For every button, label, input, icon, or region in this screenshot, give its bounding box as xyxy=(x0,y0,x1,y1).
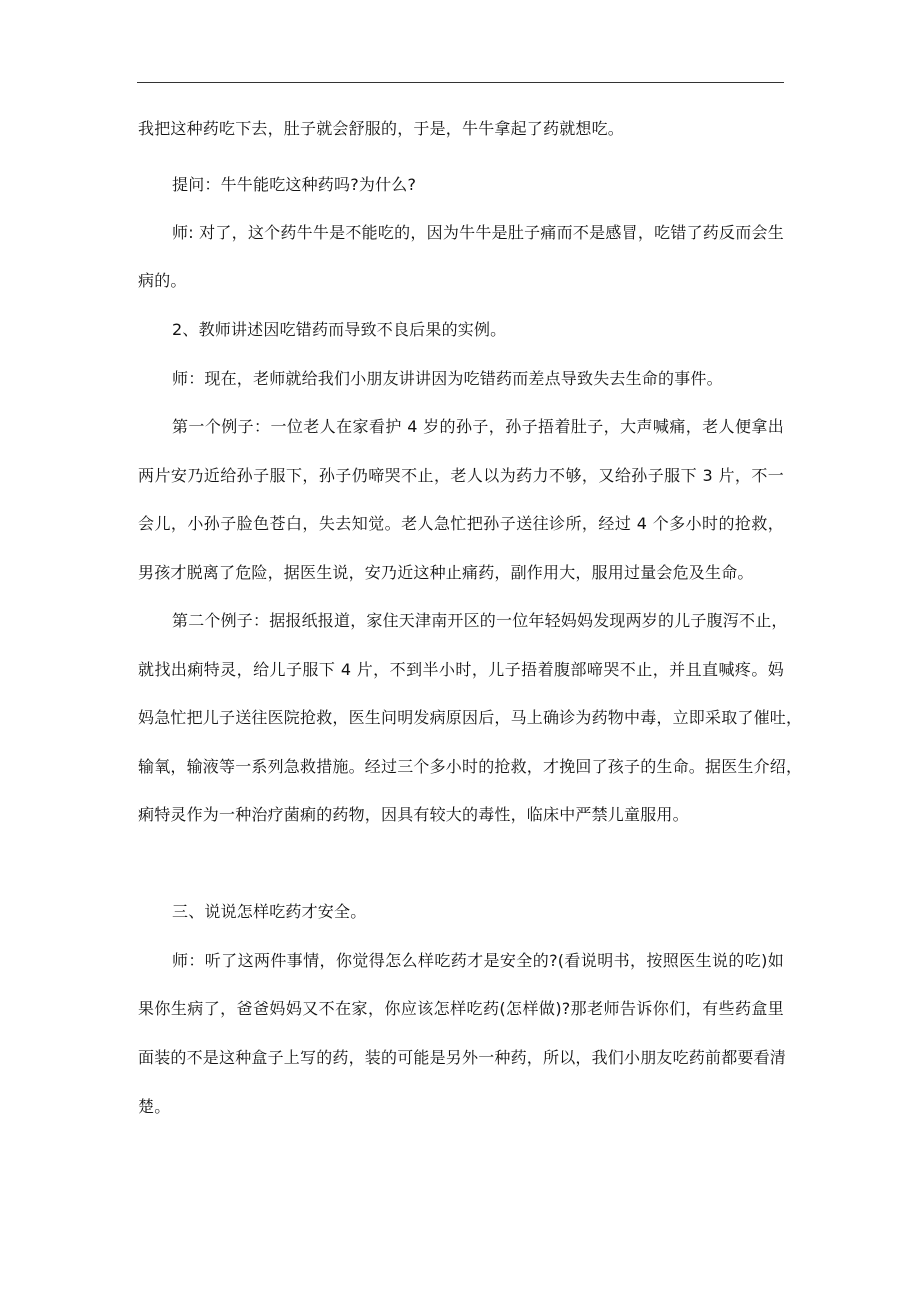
paragraph-line: 第一个例子：一位老人在家看护 4 岁的孙子，孙子捂着肚子，大声喊痛，老人便拿出 xyxy=(172,417,784,436)
paragraph-line: 妈急忙把儿子送往医院抢救，医生问明发病原因后，马上确诊为药物中毒，立即采取了催吐， xyxy=(138,708,803,727)
paragraph-line: 面装的不是这种盒子上写的药，装的可能是另外一种药，所以，我们小朋友吃药前都要看清 xyxy=(138,1048,787,1067)
paragraph-line: 师: 对了，这个药牛牛是不能吃的，因为牛牛是肚子痛而不是感冒，吃错了药反而会生 xyxy=(172,223,784,242)
paragraph-line: 痢特灵作为一种治疗菌痢的药物，因具有较大的毒性，临床中严禁儿童服用。 xyxy=(138,805,689,824)
paragraph-line: 输氧，输液等一系列急救措施。经过三个多小时的抢救，才挽回了孩子的生命。据医生介绍， xyxy=(138,757,803,776)
paragraph-line: 两片安乃近给孙子服下，孙子仍啼哭不止，老人以为药力不够，又给孙子服下 3 片，不一 xyxy=(138,466,784,485)
section-heading: 三、说说怎样吃药才安全。 xyxy=(172,902,367,921)
paragraph-line: 第二个例子：据报纸报道，家住天津南开区的一位年轻妈妈发现两岁的儿子腹泻不止， xyxy=(172,611,788,630)
paragraph-line: 师：现在，老师就给我们小朋友讲讲因为吃错药而差点导致失去生命的事件。 xyxy=(172,369,723,388)
section-heading: 2、教师讲述因吃错药而导致不良后果的实例。 xyxy=(172,320,507,339)
question-line: 提问：牛牛能吃这种药吗?为什么? xyxy=(172,175,417,194)
paragraph-line: 会儿，小孙子脸色苍白，失去知觉。老人急忙把孙子送往诊所，经过 4 个多小时的抢救， xyxy=(138,514,784,533)
header-rule xyxy=(137,82,784,83)
paragraph-line: 师：听了这两件事情，你觉得怎么样吃药才是安全的?(看说明书，按照医生说的吃)如 xyxy=(172,951,784,970)
paragraph-line: 果你生病了，爸爸妈妈又不在家，你应该怎样吃药(怎样做)?那老师告诉你们，有些药盒里 xyxy=(138,999,784,1018)
paragraph-line: 病的。 xyxy=(138,271,187,290)
paragraph-line: 男孩才脱离了危险，据医生说，安乃近这种止痛药，副作用大，服用过量会危及生命。 xyxy=(138,563,754,582)
paragraph-line: 楚。 xyxy=(138,1097,171,1116)
paragraph-line: 我把这种药吃下去，肚子就会舒服的，于是，牛牛拿起了药就想吃。 xyxy=(138,119,625,138)
paragraph-line: 就找出痢特灵，给儿子服下 4 片，不到半小时，儿子捂着腹部啼哭不止，并且直喊疼。妈 xyxy=(138,660,784,679)
